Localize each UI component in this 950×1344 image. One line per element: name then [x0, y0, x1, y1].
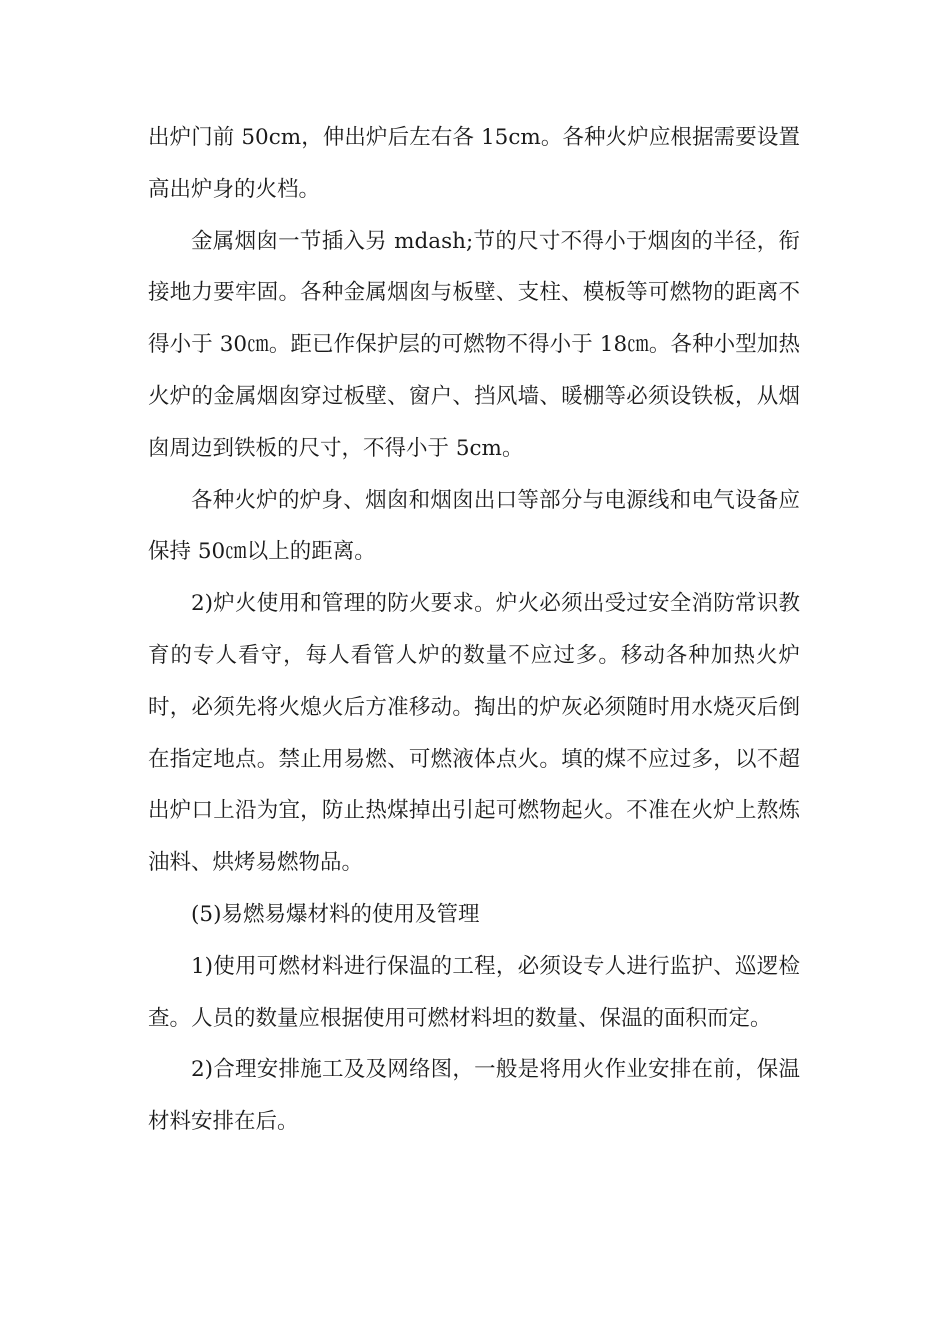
paragraph-construction-scheduling: 2)合理安排施工及及网络图，一般是将用火作业安排在前，保温材料安排在后。	[148, 1057, 800, 1135]
section-heading-flammable-materials: (5)易燃易爆材料的使用及管理	[191, 901, 480, 927]
paragraph-furnace-fire-guard: 出炉门前 50cm，伸出炉后左右各 15cm。各种火炉应根据需要设置高出炉身的火档。	[148, 125, 800, 202]
paragraph-electrical-distance: 各种火炉的炉身、烟囱和烟囱出口等部分与电源线和电气设备应保持 50㎝以上的距离。	[148, 487, 800, 565]
paragraph-insulation-supervision: 1)使用可燃材料进行保温的工程，必须设专人进行监护、巡逻检查。人员的数量应根据使用可燃材料坦的数量、保温的面积而定。	[148, 953, 800, 1031]
document-body	[148, 112, 800, 1148]
paragraph-fire-usage-requirements: 2)炉火使用和管理的防火要求。炉火必须出受过安全消防常识教育的专人看守，每人看管人炉的数量不应过多。移动各种加热火炉时，必须先将火熄火后方准移动。掏出的炉灰必须随时用水烧灭后倒在指定地点。禁止用易燃、可燃液体点火。填的煤不应过多，以不超出炉口上沿为宜，防止热煤掉出引起可燃物起火。不准在火炉上熬炼油料、烘烤易燃物品。	[148, 591, 800, 876]
paragraph-metal-chimney: 金属烟囱一节插入另 mdash;节的尺寸不得小于烟囱的半径，衔接地力要牢固。各种金属烟囱与板壁、支柱、模板等可燃物的距离不得小于 30㎝。距已作保护层的可燃物不得小于 18㎝。各种小型加热火炉的金属烟囱穿过板壁、窗户、挡风墙、暖棚等必须设铁板，从烟囱周边到铁板的尺寸，不得小于 5cm。	[148, 228, 800, 461]
